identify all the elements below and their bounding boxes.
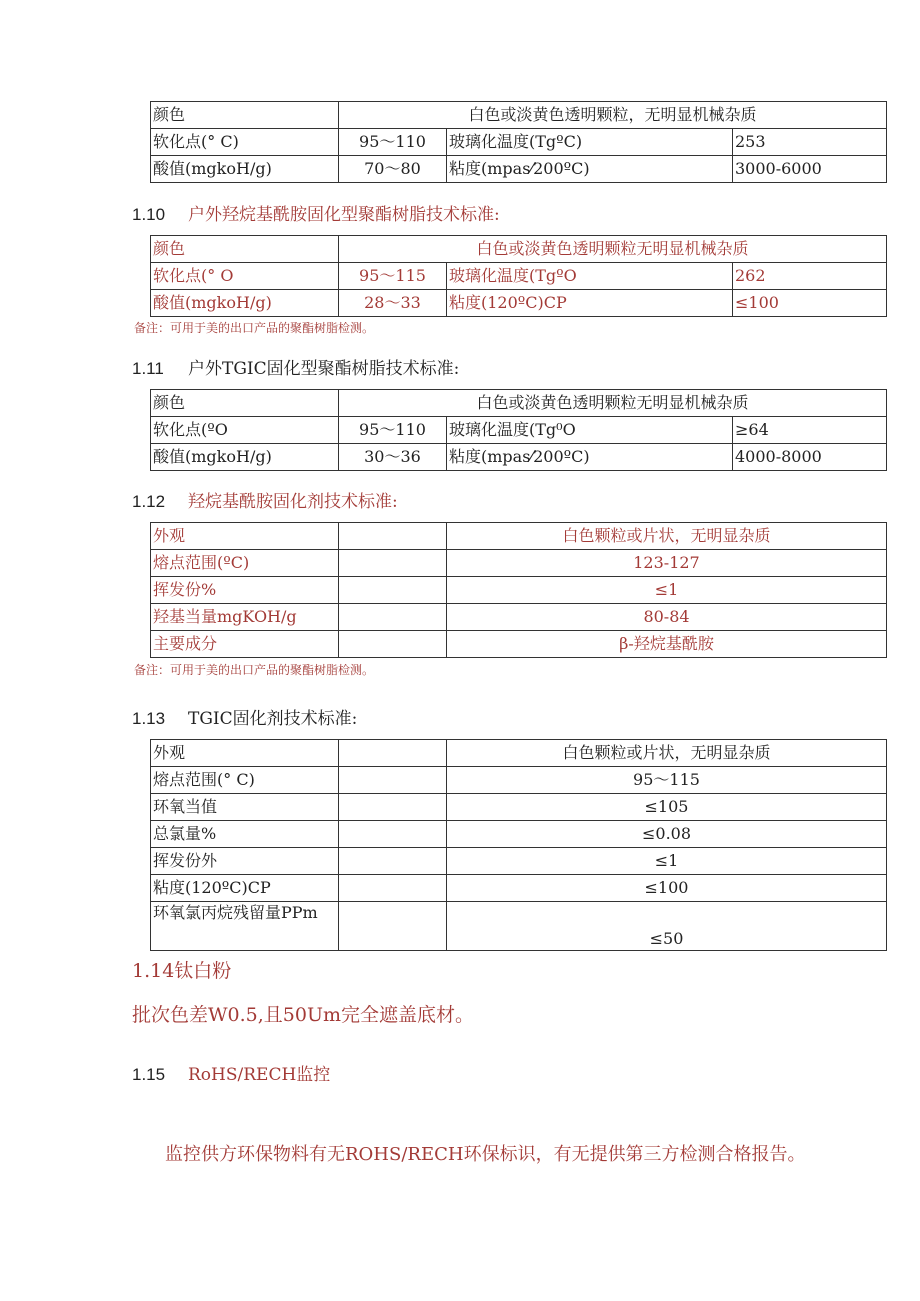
value-cell: 123-127 bbox=[447, 550, 887, 577]
table-row bbox=[151, 444, 887, 471]
value-cell: 95～115 bbox=[447, 767, 887, 794]
table-row bbox=[151, 577, 887, 604]
table-hydroxyalkyl-polyester-spec bbox=[150, 235, 887, 317]
section-heading-1-15 bbox=[132, 1060, 330, 1085]
value-cell: ≤100 bbox=[733, 290, 887, 317]
value-cell: 3000-6000 bbox=[733, 156, 887, 183]
label-cell: 主要成分 bbox=[151, 631, 339, 658]
table-row bbox=[151, 236, 887, 263]
table-row bbox=[151, 848, 887, 875]
table-row bbox=[151, 902, 887, 951]
label-cell: 粘度(mpas⁄200ºC) bbox=[447, 156, 733, 183]
label-cell: 总氯量% bbox=[151, 821, 339, 848]
value-cell: 4000-8000 bbox=[733, 444, 887, 471]
value-cell: 28～33 bbox=[339, 290, 447, 317]
label-cell: 颜色 bbox=[151, 236, 339, 263]
table-row bbox=[151, 875, 887, 902]
value-cell: 30～36 bbox=[339, 444, 447, 471]
value-cell: ≤1 bbox=[447, 848, 887, 875]
label-cell: 玻璃化温度(TgºO bbox=[447, 263, 733, 290]
value-cell: ≤50 bbox=[447, 902, 887, 951]
label-cell: 颜色 bbox=[151, 102, 339, 129]
section-heading-1-12 bbox=[132, 487, 398, 512]
note-text: 备注：可用于美的出口产品的聚酯树脂检测。 bbox=[134, 663, 375, 677]
value-cell: 95～110 bbox=[339, 417, 447, 444]
table-row bbox=[151, 604, 887, 631]
section-title: TGIC固化剂技术标准: bbox=[188, 709, 358, 729]
section-heading-1-14: 1.14钛白粉 bbox=[132, 960, 232, 982]
table-row bbox=[151, 523, 887, 550]
table-tgic-polyester-spec bbox=[150, 389, 887, 471]
table-row bbox=[151, 550, 887, 577]
table-row bbox=[151, 794, 887, 821]
label-cell: 熔点范围(ºC) bbox=[151, 550, 339, 577]
value-cell: 白色或淡黄色透明颗粒，无明显机械杂质 bbox=[339, 102, 887, 129]
table-row bbox=[151, 102, 887, 129]
value-cell: 白色或淡黄色透明颗粒无明显机械杂质 bbox=[339, 236, 887, 263]
value-cell: 白色颗粒或片状，无明显杂质 bbox=[447, 740, 887, 767]
label-cell: 颜色 bbox=[151, 390, 339, 417]
label-cell: 环氧氯丙烷残留量PPm bbox=[151, 902, 339, 951]
value-cell: 80-84 bbox=[447, 604, 887, 631]
paragraph-rohs: 监控供方环保物料有无ROHS/RECH环保标识，有无提供第三方检测合格报告。 bbox=[165, 1144, 806, 1165]
table-tgic-curing-agent-spec bbox=[150, 739, 887, 951]
paragraph-titanium: 批次色差W0.5,且50Um完全遮盖底材。 bbox=[132, 1004, 474, 1026]
section-number: 1.11 bbox=[132, 359, 164, 378]
table-hydroxyalkyl-curing-agent-spec bbox=[150, 522, 887, 658]
table-row bbox=[151, 390, 887, 417]
label-cell: 挥发份外 bbox=[151, 848, 339, 875]
label-cell: 环氧当值 bbox=[151, 794, 339, 821]
label-cell: 玻璃化温度(Tg⁰O bbox=[447, 417, 733, 444]
value-cell: ≥64 bbox=[733, 417, 887, 444]
table-polyester-spec bbox=[150, 101, 887, 183]
section-heading-1-10 bbox=[132, 200, 500, 225]
section-heading-1-11 bbox=[132, 354, 459, 379]
table-row bbox=[151, 631, 887, 658]
value-cell: 95～115 bbox=[339, 263, 447, 290]
label-cell: 软化点(° O bbox=[151, 263, 339, 290]
table-row bbox=[151, 821, 887, 848]
label-cell: 挥发份% bbox=[151, 577, 339, 604]
label-cell: 粘度(mpas⁄200ºC) bbox=[447, 444, 733, 471]
value-cell: β-羟烷基酰胺 bbox=[447, 631, 887, 658]
table-row bbox=[151, 263, 887, 290]
label-cell: 酸值(mgkoH/g) bbox=[151, 444, 339, 471]
table-row bbox=[151, 740, 887, 767]
value-cell: ≤1 bbox=[447, 577, 887, 604]
section-title: 户外羟烷基酰胺固化型聚酯树脂技术标准: bbox=[188, 205, 500, 225]
value-cell: 253 bbox=[733, 129, 887, 156]
label-cell: 酸值(mgkoH/g) bbox=[151, 290, 339, 317]
table-row bbox=[151, 156, 887, 183]
label-cell: 软化点(° C) bbox=[151, 129, 339, 156]
label-cell: 熔点范围(° C) bbox=[151, 767, 339, 794]
label-cell: 外观 bbox=[151, 523, 339, 550]
table-row bbox=[151, 767, 887, 794]
label-cell: 软化点(ºO bbox=[151, 417, 339, 444]
value-cell: 262 bbox=[733, 263, 887, 290]
label-cell: 羟基当量mgKOH/g bbox=[151, 604, 339, 631]
table-row bbox=[151, 417, 887, 444]
section-title: RoHS/RECH监控 bbox=[188, 1065, 331, 1085]
section-title: 户外TGIC固化型聚酯树脂技术标准: bbox=[188, 359, 460, 379]
value-cell: ≤105 bbox=[447, 794, 887, 821]
section-number: 1.13 bbox=[132, 709, 166, 728]
section-number: 1.15 bbox=[132, 1065, 166, 1084]
value-cell: 95～110 bbox=[339, 129, 447, 156]
section-title: 羟烷基酰胺固化剂技术标准: bbox=[188, 492, 398, 512]
value-cell: ≤100 bbox=[447, 875, 887, 902]
value-cell: 70～80 bbox=[339, 156, 447, 183]
label-cell: 酸值(mgkoH/g) bbox=[151, 156, 339, 183]
label-cell: 粘度(120ºC)CP bbox=[447, 290, 733, 317]
section-number: 1.10 bbox=[132, 205, 166, 224]
value-cell: ≤0.08 bbox=[447, 821, 887, 848]
label-cell: 粘度(120ºC)CP bbox=[151, 875, 339, 902]
value-cell: 白色颗粒或片状，无明显杂质 bbox=[447, 523, 887, 550]
label-cell: 外观 bbox=[151, 740, 339, 767]
section-number: 1.12 bbox=[132, 492, 166, 511]
table-row bbox=[151, 290, 887, 317]
table-row bbox=[151, 129, 887, 156]
value-cell: 白色或淡黄色透明颗粒无明显机械杂质 bbox=[339, 390, 887, 417]
section-heading-1-13 bbox=[132, 704, 357, 729]
note-text: 备注：可用于美的出口产品的聚酯树脂检测。 bbox=[134, 321, 375, 335]
label-cell: 玻璃化温度(TgºC) bbox=[447, 129, 733, 156]
